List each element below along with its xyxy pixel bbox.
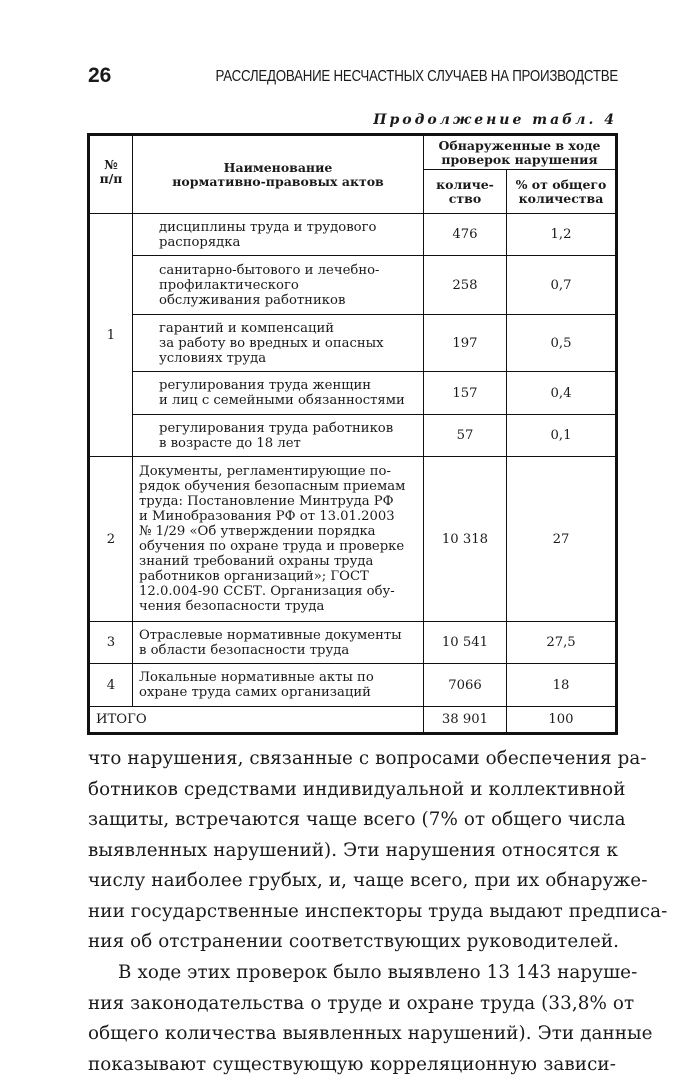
text-line: ботников средствами индивидуальной и коллективной bbox=[88, 778, 626, 800]
text-line: выявленных нарушений). Эти нарушения относятся к bbox=[88, 839, 618, 861]
row-name: Документы, регламентирующие по- рядок обучения безопасным приемам труда: Постановление Минтруда РФ и Минобразования РФ от 13.01.2003 № 1/29 «Об утверждении порядка обучения по охране труда и проверке знаний требований охраны труда работников организаций»; ГОСТ 12.0.004-90 ССБТ. Организация обу- чения безопасности труда bbox=[133, 457, 424, 622]
row-name: регулирования труда женщин и лиц с семейными обязанностями bbox=[133, 372, 424, 415]
text-line: что нарушения, связанные с вопросами обеспечения ра- bbox=[88, 748, 647, 769]
row-name: регулирования труда работников в возрасте до 18 лет bbox=[133, 415, 424, 457]
header-num: № п/п bbox=[89, 135, 133, 214]
row-name: Отраслевые нормативные документы в области безопасности труда bbox=[133, 622, 424, 664]
row-percent: 27 bbox=[507, 457, 617, 622]
row-count: 157 bbox=[424, 372, 507, 415]
row-count: 10 541 bbox=[424, 622, 507, 664]
running-head: РАССЛЕДОВАНИЕ НЕСЧАСТНЫХ СЛУЧАЕВ НА ПРОИЗВОДСТВЕ bbox=[215, 68, 618, 85]
row-num: 4 bbox=[89, 664, 133, 707]
table-row bbox=[89, 415, 617, 457]
total-label: ИТОГО bbox=[89, 707, 424, 734]
total-row bbox=[89, 707, 617, 734]
text-line: общего количества выявленных нарушений). Эти данные bbox=[88, 1023, 653, 1044]
row-name: гарантий и компенсаций за работу во вредных и опасных условиях труда bbox=[133, 315, 424, 372]
row-count: 258 bbox=[424, 256, 507, 315]
header-percent: % от общего количества bbox=[507, 170, 617, 214]
table-row bbox=[89, 664, 617, 707]
text-line: числу наиболее грубых, и, чаще всего, при их обнаруже- bbox=[88, 870, 648, 891]
text-line: ния об отстранении соответствующих руководителей. bbox=[88, 931, 620, 952]
row-percent: 18 bbox=[507, 664, 617, 707]
text-line: показывают существующую корреляционную зависи- bbox=[88, 1053, 616, 1075]
row-num: 2 bbox=[89, 457, 133, 622]
row-count: 57 bbox=[424, 415, 507, 457]
row-percent: 1,2 bbox=[507, 214, 617, 256]
row-count: 197 bbox=[424, 315, 507, 372]
row-name: санитарно-бытового и лечебно- профилактического обслуживания работников bbox=[133, 256, 424, 315]
table-row bbox=[89, 372, 617, 415]
paragraph-2 bbox=[88, 958, 653, 1080]
header-count: количе- ство bbox=[424, 170, 507, 214]
table-row bbox=[89, 256, 617, 315]
table-row bbox=[89, 457, 617, 622]
text-line: ния законодательства о труде и охране труда (33,8% от bbox=[88, 992, 635, 1014]
violations-table bbox=[87, 133, 618, 735]
row-percent: 0,5 bbox=[507, 315, 617, 372]
header-group: Обнаруженные в ходе проверок нарушения bbox=[424, 135, 617, 170]
page-number: 26 bbox=[88, 64, 112, 87]
row-num: 3 bbox=[89, 622, 133, 664]
table-row bbox=[89, 315, 617, 372]
row-percent: 0,7 bbox=[507, 256, 617, 315]
text-line: В ходе этих проверок было выявлено 13 143 наруше- bbox=[118, 962, 638, 983]
row-count: 10 318 bbox=[424, 457, 507, 622]
total-count: 38 901 bbox=[424, 707, 507, 734]
paragraph-1 bbox=[88, 744, 668, 958]
text-line: нии государственные инспекторы труда выдают предписа- bbox=[88, 900, 668, 922]
row-name: Локальные нормативные акты по охране труда самих организаций bbox=[133, 664, 424, 707]
header-name: Наименование нормативно-правовых актов bbox=[133, 135, 424, 214]
row-percent: 0,1 bbox=[507, 415, 617, 457]
row-num: 1 bbox=[89, 214, 133, 457]
total-percent: 100 bbox=[507, 707, 617, 734]
table-row bbox=[89, 214, 617, 256]
row-percent: 27,5 bbox=[507, 622, 617, 664]
table-row bbox=[89, 622, 617, 664]
text-line: защиты, встречаются чаще всего (7% от общего числа bbox=[88, 809, 626, 830]
row-count: 476 bbox=[424, 214, 507, 256]
row-percent: 0,4 bbox=[507, 372, 617, 415]
row-name: дисциплины труда и трудового распорядка bbox=[133, 214, 424, 256]
table-caption: Продолжение табл. 4 bbox=[373, 112, 617, 128]
row-count: 7066 bbox=[424, 664, 507, 707]
